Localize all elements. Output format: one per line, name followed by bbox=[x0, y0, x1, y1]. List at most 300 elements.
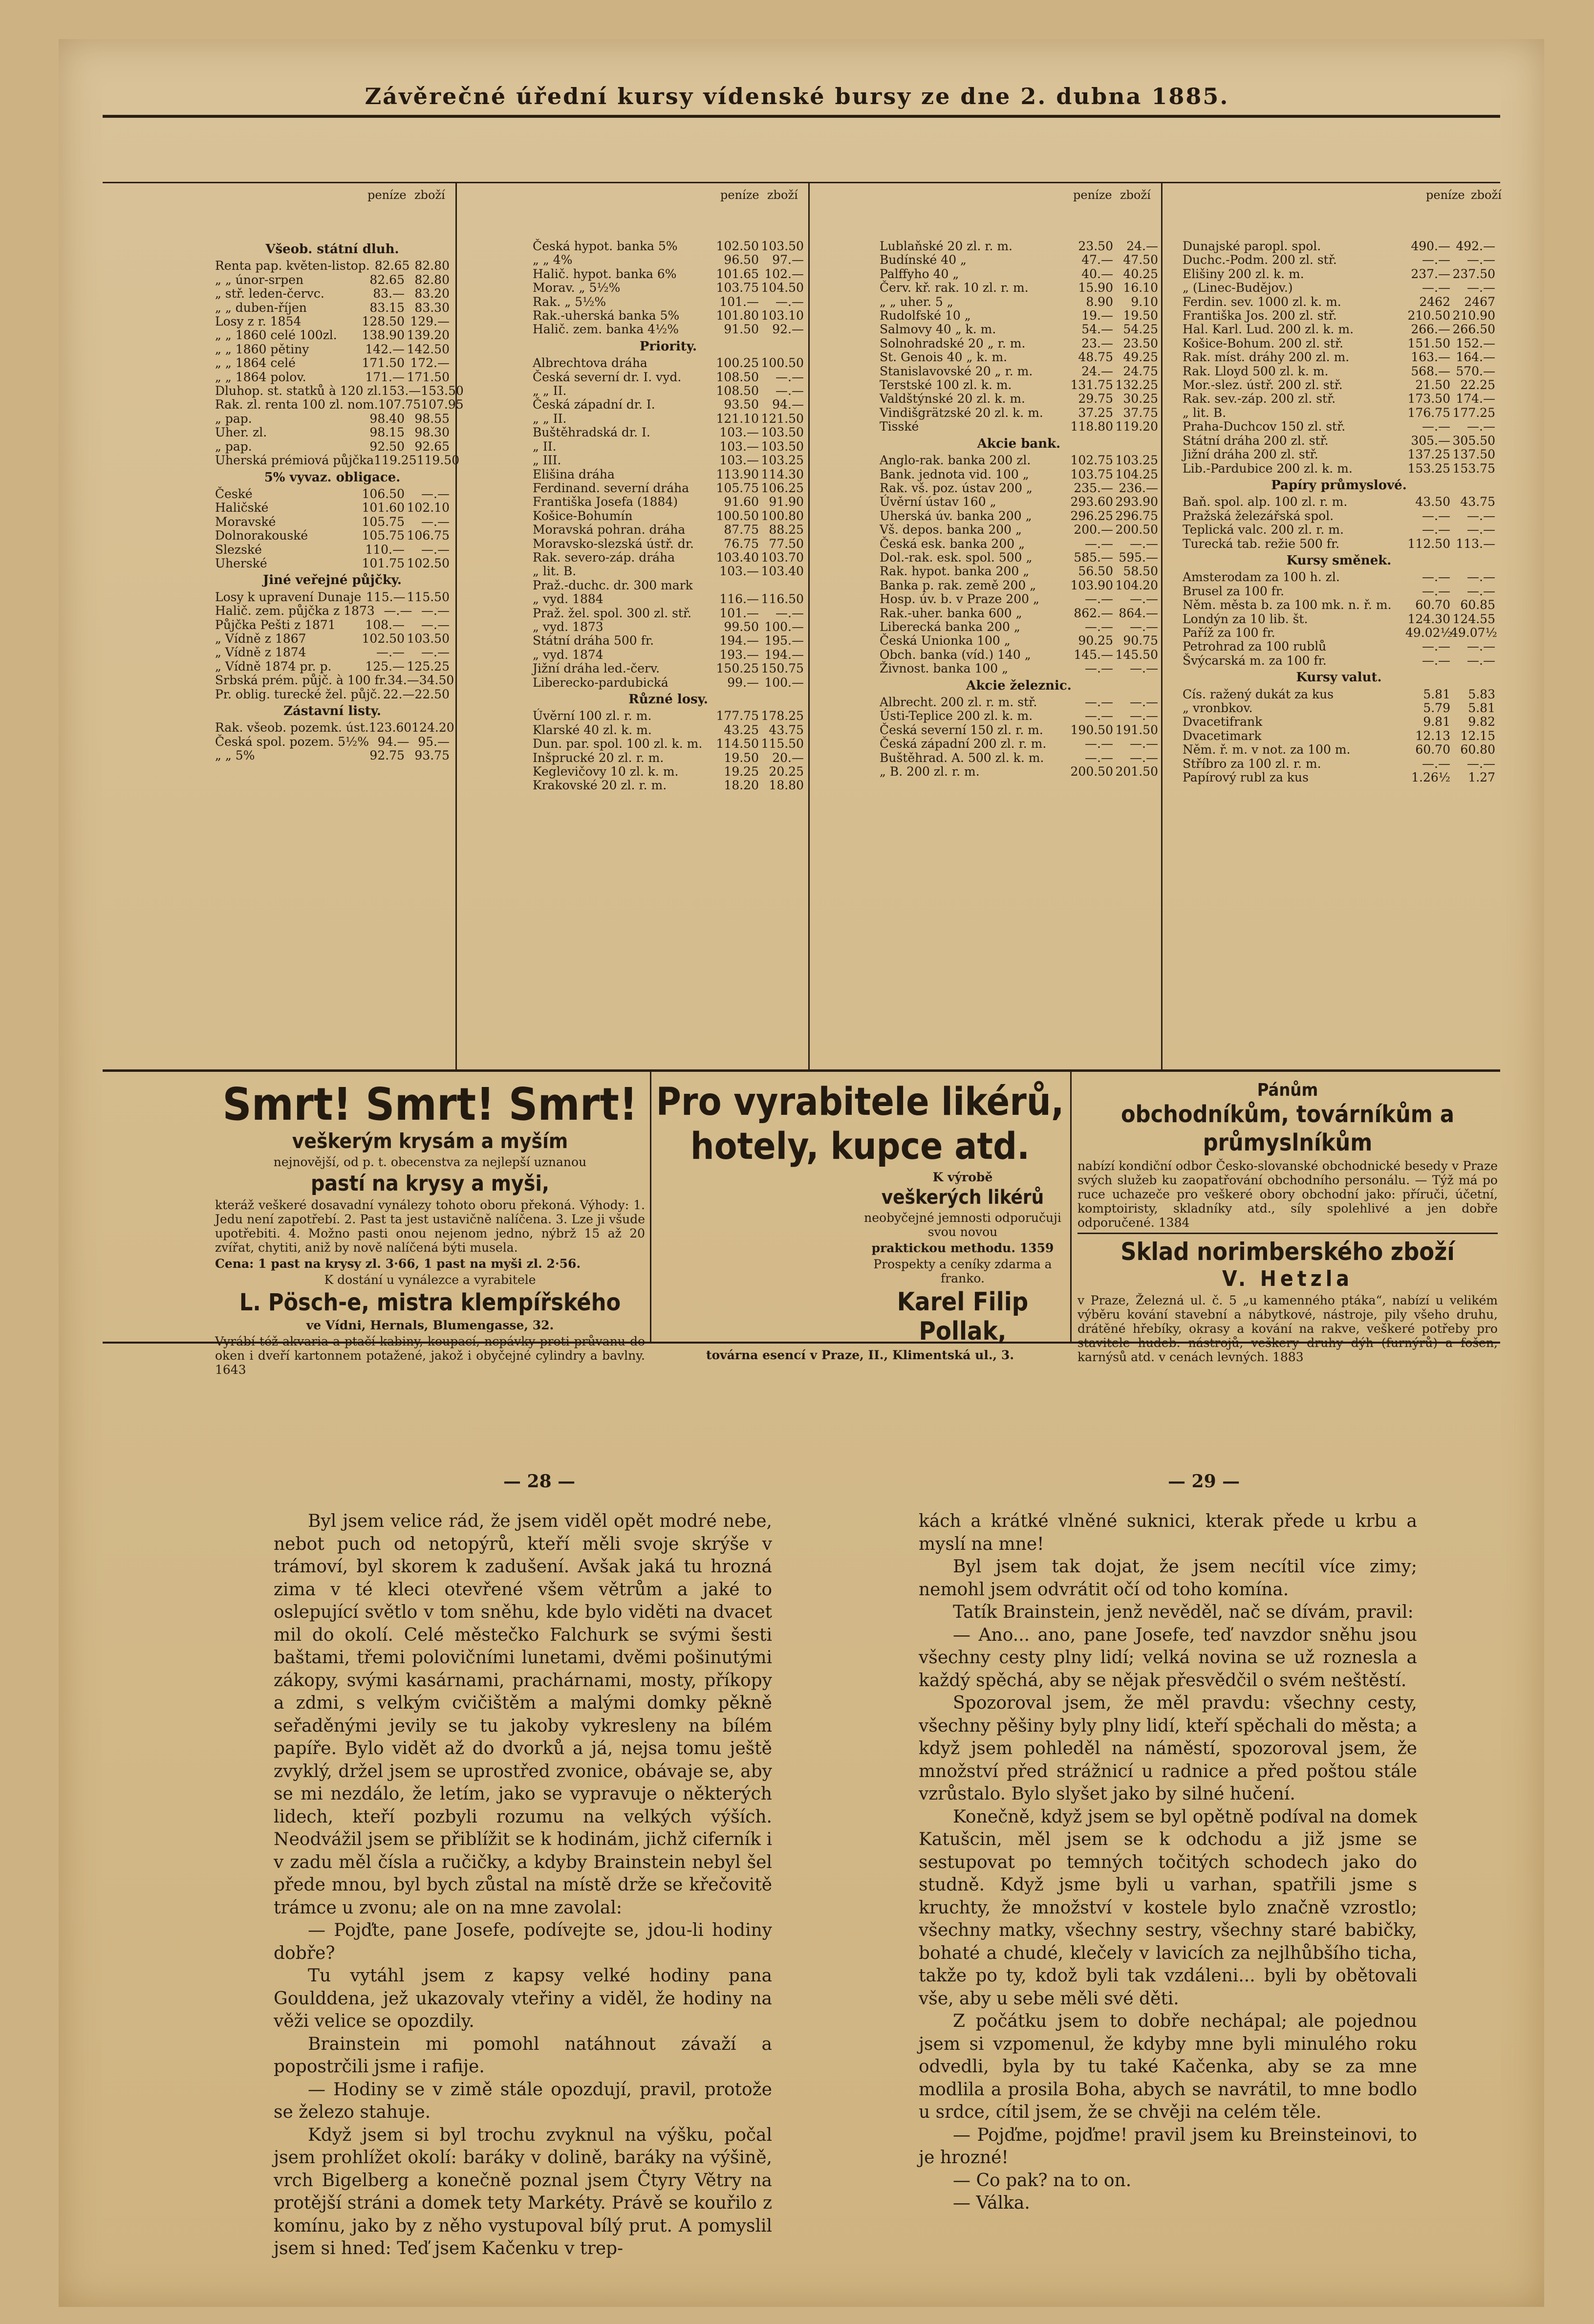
ad-text: pastí na krysy a myši, bbox=[310, 1171, 550, 1196]
security-name: Rak. Lloyd 500 zl. k. m. bbox=[1183, 364, 1329, 378]
price-money: 100.25 bbox=[716, 356, 759, 370]
price-goods: 40.25 bbox=[1123, 266, 1158, 281]
price-money: 48.75 bbox=[1078, 350, 1113, 365]
stock-row bbox=[533, 592, 804, 606]
security-name: „ „ 4% bbox=[533, 253, 573, 267]
stock-row bbox=[215, 590, 450, 604]
paragraph: Brainstein mi pomohl natáhnout závaží a popostrčili jsme i rafije. bbox=[274, 2034, 772, 2077]
security-name: Rudolfské 10 „ bbox=[880, 308, 971, 323]
price-goods: 115.50 bbox=[407, 589, 450, 604]
price-goods: 236.— bbox=[1119, 480, 1158, 495]
ad-text: praktickou methodu. 1359 bbox=[871, 1241, 1054, 1255]
stock-row bbox=[533, 370, 804, 384]
security-name: Švýcarská m. za 100 fr. bbox=[1183, 653, 1327, 668]
ad-text: v Praze, Železná ul. č. 5 „u kamenného ptáka“, nabízí u velikém výběru kování stavební a nábytkové, nástroje, pily všeho druhu, drátěné hřebíky, okrasy a kování na rakve, veškeré potřeby pro stavitele hudeb. nástrojů, veškery druhy dýh (furnýrů) a fošen, karnýsů atd. v cenách levných. 1883 bbox=[1077, 1293, 1498, 1364]
price-goods: 92.65 bbox=[414, 439, 450, 454]
rows bbox=[1183, 570, 1495, 668]
stock-row bbox=[533, 662, 804, 675]
stock-row bbox=[215, 646, 450, 659]
page-text-right bbox=[919, 1510, 1417, 2215]
col-header-money: peníze bbox=[1426, 188, 1465, 202]
stock-row bbox=[880, 579, 1158, 592]
price-goods: 103.50 bbox=[761, 425, 804, 440]
price-goods: 172.— bbox=[410, 356, 450, 370]
price-money: —.— bbox=[1085, 750, 1113, 765]
price-goods: —.— bbox=[1130, 536, 1158, 551]
price-goods: 82.80 bbox=[414, 272, 450, 287]
stock-row bbox=[533, 454, 804, 467]
price-goods: 595.— bbox=[1119, 550, 1158, 565]
price-money: —.— bbox=[1085, 536, 1113, 551]
price-goods: 100.— bbox=[764, 619, 804, 634]
price-goods: 492.— bbox=[1456, 239, 1495, 253]
stock-row bbox=[1183, 448, 1495, 461]
price-money: —.— bbox=[1085, 619, 1113, 634]
price-goods: 104.50 bbox=[761, 281, 804, 295]
security-name: Mor.-slez. ústř. 200 zl. stř. bbox=[1183, 378, 1343, 392]
section-heading: Kursy valut. bbox=[1296, 670, 1382, 685]
ad-headline: obchodníkům, továrníkům a průmyslníkům bbox=[1120, 1101, 1454, 1156]
price-goods: 18.80 bbox=[769, 778, 804, 793]
stock-row bbox=[1183, 715, 1495, 729]
security-name: Salmovy 40 „ k. m. bbox=[880, 322, 996, 337]
price-money: —.— bbox=[1422, 522, 1450, 537]
price-goods: 43.75 bbox=[1460, 495, 1495, 509]
price-money: 142.— bbox=[365, 342, 405, 356]
paragraph: — Pojďme, pojďme! pravil jsem ku Breinsteinovi, to je hrozné! bbox=[919, 2125, 1417, 2168]
stock-row bbox=[215, 328, 450, 342]
security-name: Brusel za 100 fr. bbox=[1183, 584, 1285, 598]
price-money: 862.— bbox=[1074, 606, 1113, 620]
price-money: —.— bbox=[1085, 592, 1113, 607]
ad-price: Cena: 1 past na krysy zl. 3·66, 1 past na myši zl. 2·56. bbox=[215, 1257, 581, 1271]
price-goods: —.— bbox=[1130, 750, 1158, 765]
price-goods: 20.25 bbox=[769, 764, 804, 779]
stock-row bbox=[1183, 688, 1495, 701]
security-name: Rak. hypot. banka 200 „ bbox=[880, 564, 1030, 579]
price-goods: 98.30 bbox=[414, 425, 450, 440]
stock-row bbox=[533, 267, 804, 281]
price-goods: 124.55 bbox=[1452, 611, 1495, 626]
price-goods: 1.27 bbox=[1468, 770, 1495, 785]
price-goods: 201.50 bbox=[1115, 764, 1158, 779]
security-name: „ vyd. 1884 bbox=[533, 592, 603, 607]
price-goods bbox=[759, 579, 804, 592]
price-money: 125.— bbox=[365, 659, 405, 673]
security-name: Duchc.-Podm. 200 zl. stř. bbox=[1183, 253, 1337, 267]
security-name: Stříbro za 100 zl. r. m. bbox=[1183, 756, 1321, 771]
price-goods: 2467 bbox=[1464, 294, 1495, 309]
price-money: 9.81 bbox=[1423, 715, 1450, 729]
price-money: 103.75 bbox=[716, 281, 759, 295]
price-money: 91.60 bbox=[724, 495, 759, 509]
security-name: Rak. vš. poz. ústav 200 „ bbox=[880, 480, 1033, 495]
price-money: 103.— bbox=[719, 564, 759, 579]
price-money: 101.— bbox=[719, 606, 759, 620]
price-money: 54.— bbox=[1081, 322, 1113, 337]
stock-row bbox=[880, 723, 1158, 737]
ad-subheadline: veškerým krysám a myším bbox=[292, 1129, 568, 1153]
security-name: Hal. Karl. Lud. 200 zl. k. m. bbox=[1183, 322, 1354, 337]
security-name: Jižní dráha 200 zl. stř. bbox=[1183, 447, 1318, 462]
security-name: St. Genois 40 „ k. m. bbox=[880, 350, 1008, 365]
price-money: 266.— bbox=[1411, 322, 1450, 337]
price-goods: —.— bbox=[1130, 695, 1158, 709]
price-goods: —.— bbox=[421, 645, 450, 660]
paragraph: — Válka. bbox=[953, 2193, 1030, 2213]
security-name: Lib.-Pardubice 200 zl. k. m. bbox=[1183, 461, 1353, 476]
stock-row bbox=[1183, 253, 1495, 267]
price-money: 103.— bbox=[719, 453, 759, 468]
price-money: 1.26½ bbox=[1411, 770, 1450, 785]
section-heading: Akcie železnic. bbox=[966, 678, 1072, 693]
price-goods: 103.70 bbox=[761, 550, 804, 565]
price-money: 8.90 bbox=[1086, 294, 1113, 309]
price-money: 108.50 bbox=[716, 384, 759, 398]
paragraph: Tatík Brainstein, jenž nevěděl, nač se dívám, pravil: bbox=[953, 1602, 1414, 1622]
security-name: Uher. zl. bbox=[215, 425, 267, 440]
price-money: 22.— bbox=[383, 687, 415, 701]
price-goods: 200.50 bbox=[1115, 522, 1158, 537]
stock-row bbox=[880, 337, 1158, 350]
price-goods: 102.10 bbox=[407, 500, 450, 515]
price-goods: 12.15 bbox=[1460, 728, 1495, 743]
stock-row bbox=[533, 676, 804, 690]
stock-row bbox=[215, 529, 450, 543]
price-goods: 864.— bbox=[1119, 606, 1158, 620]
price-money: 23.50 bbox=[1078, 239, 1113, 253]
price-goods: —.— bbox=[421, 617, 450, 632]
stock-row bbox=[880, 378, 1158, 392]
paragraph: — Ano... ano, pane Josefe, teď navzdor sněhu jsou všechny cesty plny lidí; velká novina se už roznesla a každý spěchá, aby se nějak přesvědčil o svém neštěstí. bbox=[919, 1625, 1417, 1691]
security-name: Rak.-uher. banka 600 „ bbox=[880, 606, 1022, 620]
security-name: Palffyho 40 „ bbox=[880, 266, 959, 281]
stock-row bbox=[533, 537, 804, 551]
ad-text: kteráž veškeré dosavadní vynálezy tohoto oboru překoná. Výhody: 1. Jedu není zapotřebí. 2. Past ta jest ustavičně nalíčena. 3. Lze ji všude upotřebiti. 4. Možno pasti onou nejenom jedno, nýbrž 15 až 20 zvířat, chytiti, aniž by nově nalíčená býti musela. bbox=[215, 1198, 645, 1255]
security-name: Moravsko-slezská ústř. dr. bbox=[533, 536, 694, 551]
stock-row bbox=[1183, 434, 1495, 448]
price-goods: 164.— bbox=[1456, 350, 1495, 365]
stock-row bbox=[1183, 420, 1495, 434]
security-name: Česká západní dr. I. bbox=[533, 397, 655, 412]
rows bbox=[880, 454, 1158, 676]
price-goods: 119.20 bbox=[1115, 419, 1158, 434]
price-goods: 145.50 bbox=[1115, 647, 1158, 662]
price-goods: 171.50 bbox=[407, 369, 450, 384]
stock-row bbox=[1183, 337, 1495, 350]
stock-row bbox=[1183, 771, 1495, 784]
stock-row bbox=[880, 365, 1158, 378]
price-goods: —.— bbox=[421, 604, 450, 618]
price-money: 131.75 bbox=[1070, 378, 1113, 392]
price-goods: 49.25 bbox=[1123, 350, 1158, 365]
security-name: „ Vídně z 1874 bbox=[215, 645, 306, 660]
price-goods: —.— bbox=[421, 486, 450, 501]
ad-text: K dostání u vynálezce a vyrabitele bbox=[324, 1273, 536, 1287]
price-goods: 100.— bbox=[764, 675, 804, 690]
security-name: Půjčka Pešti z 1871 bbox=[215, 617, 336, 632]
stock-row bbox=[533, 620, 804, 634]
price-money: 176.75 bbox=[1407, 405, 1450, 420]
rows bbox=[880, 695, 1158, 779]
col-header-goods: zboží bbox=[767, 188, 798, 202]
price-money: 585.— bbox=[1074, 550, 1113, 565]
security-name: „ „ II. bbox=[533, 411, 567, 426]
rows bbox=[533, 709, 804, 792]
stock-row bbox=[533, 495, 804, 509]
security-name: „ pap. bbox=[215, 439, 252, 454]
security-name: Inšprucké 20 zl. r. m. bbox=[533, 750, 664, 765]
security-name: Ferdinand. severní dráha bbox=[533, 480, 689, 495]
price-money: —.— bbox=[1422, 570, 1450, 585]
price-goods: 24.— bbox=[1126, 239, 1158, 253]
section-heading: Papíry průmyslové. bbox=[1271, 478, 1407, 493]
security-name: Terstské 100 zl. k. m. bbox=[880, 378, 1012, 392]
security-name: Teplická valc. 200 zl. r. m. bbox=[1183, 522, 1344, 537]
security-name: „ „ únor-srpen bbox=[215, 272, 304, 287]
col-header-goods: zboží bbox=[1471, 188, 1502, 202]
price-goods: 49.07½ bbox=[1450, 625, 1497, 640]
security-name: Košice-Bohumín bbox=[533, 508, 633, 523]
price-money: 93.50 bbox=[724, 397, 759, 412]
stock-row bbox=[215, 370, 450, 384]
security-name: Stanislavovské 20 „ r. m. bbox=[880, 364, 1033, 378]
price-money: 92.50 bbox=[369, 439, 405, 454]
stock-row bbox=[215, 356, 450, 370]
price-money: 87.75 bbox=[724, 522, 759, 537]
price-goods: 139.20 bbox=[407, 328, 450, 343]
security-name: Uherská prémiová půjčka bbox=[215, 453, 374, 468]
price-money: 56.50 bbox=[1078, 564, 1113, 579]
price-goods: 305.50 bbox=[1452, 433, 1495, 448]
price-goods: 177.25 bbox=[1452, 405, 1495, 420]
price-money: 103.— bbox=[719, 439, 759, 454]
price-goods: 266.50 bbox=[1452, 322, 1495, 337]
security-name: Dun. par. spol. 100 zl. k. m. bbox=[533, 737, 703, 751]
price-money: 29.75 bbox=[1078, 391, 1113, 406]
stock-row bbox=[215, 301, 450, 315]
stock-row bbox=[880, 454, 1158, 467]
price-goods: —.— bbox=[1467, 653, 1495, 668]
price-goods: 19.50 bbox=[1123, 308, 1158, 323]
security-name: „ „ 1864 polov. bbox=[215, 369, 306, 384]
security-name: Moravská pohran. dráha bbox=[533, 522, 686, 537]
price-goods: 9.82 bbox=[1468, 715, 1495, 729]
price-money: 119.25 bbox=[374, 453, 417, 468]
price-goods: —.— bbox=[775, 294, 804, 309]
stock-row bbox=[215, 259, 450, 273]
ad-text: veškerých likérů bbox=[881, 1186, 1044, 1209]
price-goods: 97.— bbox=[772, 253, 804, 267]
stock-row bbox=[880, 295, 1158, 309]
price-money: 100.50 bbox=[716, 508, 759, 523]
price-money: 115.— bbox=[366, 589, 406, 604]
price-money: 128.50 bbox=[362, 314, 405, 329]
stock-row bbox=[215, 487, 450, 501]
stock-row bbox=[880, 751, 1158, 765]
price-money: 98.40 bbox=[369, 411, 405, 426]
stock-row bbox=[1183, 537, 1495, 551]
paragraph: Konečně, když jsem se byl opětně podíval na domek Katušcin, měl jsem se k odchodu a již jsme se sestupovat po temných točitých schodech jako do studně. Když jsme byli u varhan, spatřili jsme s kruchty, že množství v kostele bylo značně vzrostlo; všechny matky, všechny sestry, všechny staré babičky, bohaté a chudé, klečely v lavicích za nejlhůbšího ticha, takže po ty, kdož byli tak vzdáleni... byli by obětovali vše, aby u sebe měli své děti. bbox=[919, 1806, 1417, 2009]
col-header-money: peníze bbox=[720, 188, 759, 202]
price-money: 103.75 bbox=[1070, 467, 1113, 481]
security-name: Úvěrní 100 zl. r. m. bbox=[533, 709, 652, 723]
price-money: 103.90 bbox=[1070, 578, 1113, 592]
stock-row bbox=[1183, 350, 1495, 364]
security-name: Papírový rubl za kus bbox=[1183, 770, 1309, 785]
price-money: 83.— bbox=[373, 286, 405, 301]
security-name: Obch. banka (víd.) 140 „ bbox=[880, 647, 1031, 662]
price-money: 91.50 bbox=[724, 322, 759, 337]
stock-row bbox=[533, 751, 804, 765]
price-money: 200.— bbox=[1074, 522, 1113, 537]
security-name: „ „ 1860 celé 100zl. bbox=[215, 328, 337, 343]
price-goods: 5.83 bbox=[1468, 687, 1495, 701]
security-name: Praha-Duchcov 150 zl. stř. bbox=[1183, 419, 1346, 434]
stock-row bbox=[215, 273, 450, 287]
security-name: Česká severní dr. I. vyd. bbox=[533, 369, 682, 384]
price-goods: 92.— bbox=[772, 322, 804, 337]
security-name: Česká esk. banka 200 „ bbox=[880, 536, 1025, 551]
ad-text: neobyčejné jemnosti odporučuji svou novou bbox=[864, 1211, 1061, 1239]
security-name: České bbox=[215, 486, 253, 501]
price-money: 94.— bbox=[377, 734, 409, 749]
col-header-money: peníze bbox=[367, 188, 407, 202]
price-money: 49.02½ bbox=[1405, 625, 1452, 640]
price-money: 2462 bbox=[1419, 294, 1450, 309]
price-money: 23.— bbox=[1081, 336, 1113, 350]
price-goods: 30.25 bbox=[1123, 391, 1158, 406]
stock-row bbox=[215, 660, 450, 673]
stock-row bbox=[1183, 267, 1495, 281]
security-name: Renta pap. květen-listop. bbox=[215, 259, 370, 273]
security-name: „ lit. B. bbox=[1183, 405, 1227, 420]
section-heading: Kursy směnek. bbox=[1286, 553, 1392, 568]
stock-column-3 bbox=[880, 239, 1158, 1163]
stock-row bbox=[1183, 626, 1495, 640]
stock-row bbox=[880, 420, 1158, 434]
security-name: „ Vídně z 1867 bbox=[215, 631, 306, 646]
price-goods: 103.25 bbox=[1115, 453, 1158, 468]
security-name: Banka p. rak. země 200 „ bbox=[880, 578, 1036, 592]
ad-address: ve Vídni, Hernals, Blumengasse, 32. bbox=[306, 1318, 554, 1332]
price-money: 490.— bbox=[1411, 239, 1450, 253]
price-goods: 93.75 bbox=[414, 748, 450, 763]
rows bbox=[215, 720, 454, 763]
security-name: Baň. spol. alp. 100 zl. r. m. bbox=[1183, 495, 1348, 509]
price-money: 99.50 bbox=[724, 619, 759, 634]
ad-headline: Pro vyrabitele likérů, bbox=[656, 1080, 1064, 1124]
price-goods: 178.25 bbox=[761, 709, 804, 723]
price-goods: 237.50 bbox=[1452, 266, 1495, 281]
stock-row bbox=[1183, 523, 1495, 537]
price-money: 19.25 bbox=[724, 764, 759, 779]
security-name: Tisské bbox=[880, 419, 919, 434]
price-money: 151.50 bbox=[1407, 336, 1450, 350]
price-money: 43.50 bbox=[1415, 495, 1450, 509]
stock-row bbox=[1183, 612, 1495, 626]
security-name: „ vyd. 1874 bbox=[533, 647, 603, 662]
price-goods: 9.10 bbox=[1131, 294, 1158, 309]
stock-row bbox=[1183, 585, 1495, 598]
ad-text: Prospekty a ceníky zdarma a franko. bbox=[873, 1257, 1052, 1285]
price-goods: 210.90 bbox=[1452, 308, 1495, 323]
rows bbox=[215, 589, 454, 701]
price-goods: —.— bbox=[775, 369, 804, 384]
stock-row bbox=[533, 709, 804, 723]
price-money: 103.— bbox=[719, 425, 759, 440]
divider bbox=[455, 183, 457, 1069]
security-name: „ vronbkov. bbox=[1183, 701, 1253, 715]
price-goods: 98.55 bbox=[414, 411, 450, 426]
stock-row bbox=[215, 315, 450, 328]
stock-row bbox=[880, 253, 1158, 267]
stock-row bbox=[880, 662, 1158, 675]
stock-column-2 bbox=[533, 239, 804, 1163]
price-money: 171.— bbox=[365, 369, 405, 384]
price-money: 150.25 bbox=[716, 661, 759, 676]
price-goods: 58.50 bbox=[1123, 564, 1158, 579]
price-money: 193.— bbox=[719, 647, 759, 662]
price-goods: 88.25 bbox=[769, 522, 804, 537]
price-money: 96.50 bbox=[724, 253, 759, 267]
paragraph: Když jsem si byl trochu zvyknul na výšku, počal jsem prohlížet okolí: baráky v dolině, baráky na výšině, vrch Bigelberg a konečně poznal jsem Čtyry Větry na protější stráni a domek tety Markéty. Právě se kouřilo z komínu, jako by z něho vystupoval bílý prut. A pomyslil jsem si hned: Teď jsem Kačenku v trep- bbox=[274, 2125, 772, 2259]
price-money: —.— bbox=[1422, 419, 1450, 434]
price-money: 105.75 bbox=[716, 480, 759, 495]
price-goods: —.— bbox=[775, 384, 804, 398]
price-goods: 104.20 bbox=[1115, 578, 1158, 592]
price-money: 123.60 bbox=[368, 720, 412, 735]
divider bbox=[1077, 1233, 1498, 1234]
stock-row bbox=[215, 735, 450, 749]
paragraph: — Hodiny se v zimě stále opozdují, pravil, protože se železo stahuje. bbox=[274, 2079, 772, 2122]
col-header-goods: zboží bbox=[414, 188, 445, 202]
price-goods: —.— bbox=[1130, 661, 1158, 676]
stock-row bbox=[533, 323, 804, 336]
price-goods: 119.50 bbox=[416, 453, 460, 468]
price-goods: 152.— bbox=[1456, 336, 1495, 350]
stock-row bbox=[533, 551, 804, 565]
price-goods: —.— bbox=[1467, 281, 1495, 295]
security-name: Rak. „ 5½% bbox=[533, 294, 606, 309]
price-money: 43.25 bbox=[724, 722, 759, 737]
stock-row bbox=[880, 551, 1158, 565]
stock-row bbox=[880, 509, 1158, 523]
price-goods: 116.50 bbox=[761, 592, 804, 607]
stock-row bbox=[880, 537, 1158, 551]
security-name: Rak. zl. renta 100 zl. nom. bbox=[215, 397, 378, 412]
stock-row bbox=[533, 634, 804, 648]
stock-row bbox=[215, 632, 450, 646]
security-name: Dluhop. st. statků à 120 zl. bbox=[215, 384, 382, 398]
price-money: 110.— bbox=[365, 542, 405, 557]
paragraph: kách a krátké vlněné suknici, kterak přede u krbu a myslí na mne! bbox=[919, 1511, 1417, 1554]
price-money: 153.25 bbox=[1407, 461, 1450, 476]
security-name: Albrecht. 200 zl. r. m. stř. bbox=[880, 695, 1037, 709]
price-goods: 103.50 bbox=[761, 239, 804, 253]
stock-row bbox=[533, 309, 804, 323]
security-name: Dol.-rak. esk. spol. 500 „ bbox=[880, 550, 1033, 565]
stock-row bbox=[533, 509, 804, 523]
price-money: 60.70 bbox=[1415, 598, 1450, 612]
price-goods: 20.— bbox=[772, 750, 804, 765]
stock-row bbox=[1183, 281, 1495, 295]
price-goods: 100.80 bbox=[761, 508, 804, 523]
divider bbox=[103, 115, 1500, 118]
stock-row bbox=[533, 565, 804, 578]
price-money: 138.90 bbox=[362, 328, 405, 343]
security-name: „ „ 1860 pětiny bbox=[215, 342, 309, 356]
